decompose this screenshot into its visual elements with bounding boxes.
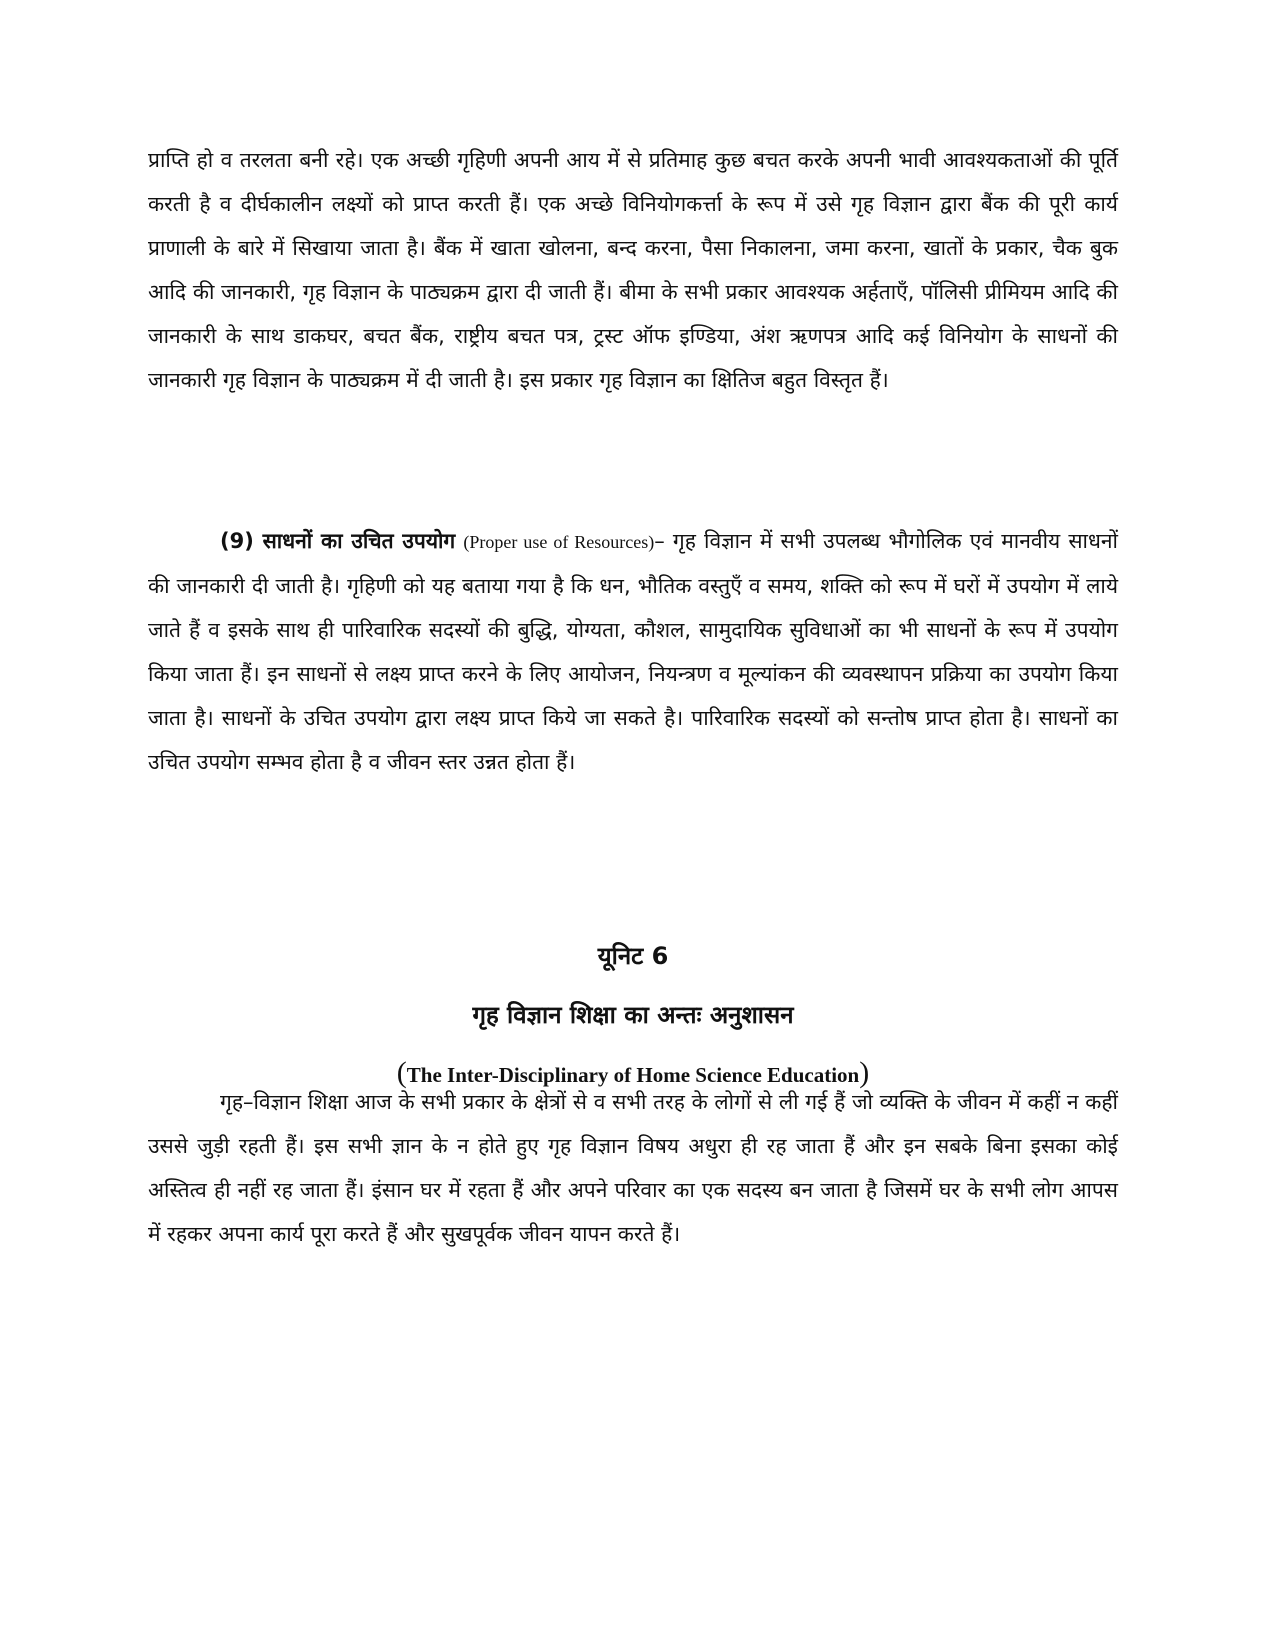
unit-number-heading: यूनिट 6 [597, 942, 669, 970]
open-bracket: ( [396, 1056, 407, 1089]
close-bracket: ) [859, 1056, 870, 1089]
paragraph-proper-use-of-resources [148, 519, 1118, 784]
unit-title-english-text: The Inter-Disciplinary of Home Science Education [406, 1063, 860, 1087]
unit-title-hindi: गृह विज्ञान शिक्षा का अन्तः अनुशासन [472, 1001, 794, 1029]
section-heading-english: (Proper use of Resources) [463, 532, 655, 552]
paragraph-savings-banking: प्राप्ति हो व तरलता बनी रहे। एक अच्छी गृहिणी अपनी आय में से प्रतिमाह कुछ बचत करके अपनी भावी आवश्यकताओं की पूर्ति करती है व दीर्घकालीन लक्ष्यों को प्राप्त करती हैं। एक अच्छे विनियोगकर्त्ता के रूप में उसे गृह विज्ञान द्वारा बैंक की पूरी कार्य प्राणाली के बारे में सिखाया जाता है। बैंक में खाता खोलना, बन्द करना, पैसा निकालना, जमा करना, खातों के प्रकार, चैक बुक आदि की जानकारी, गृह विज्ञान के पाठ्यक्रम द्वारा दी जाती हैं। बीमा के सभी प्रकार आवश्यक अर्हताएँ, पॉलिसी प्रीमियम आदि की जानकारी के साथ डाकघर, बचत बैंक, राष्ट्रीय बचत पत्र, ट्रस्ट ऑफ इण्डिया, अंश ऋणपत्र आदि कई विनियोग के साधनों की जानकारी गृह विज्ञान के पाठ्यक्रम में दी जाती है। इस प्रकार गृह विज्ञान का क्षितिज बहुत विस्तृत हैं। [148, 148, 1118, 392]
paragraph-body: – गृह विज्ञान में सभी उपलब्ध भौगोलिक एवं मानवीय साधनों की जानकारी दी जाती है। गृहिणी को यह बताया गया है कि धन, भौतिक वस्तुएँ व समय, शक्ति को रूप में घरों में उपयोग में लाये जाते हैं व इसके साथ ही पारिवारिक सदस्यों की बुद्धि, योग्यता, कौशल, सामुदायिक सुविधाओं का भी साधनों के रूप में उपयोग किया जाता हैं। इन साधनों से लक्ष्य प्राप्त करने के लिए आयोजन, नियन्त्रण व मूल्यांकन की व्यवस्थापन प्रक्रिया का उपयोग किया जाता है। साधनों के उचित उपयोग द्वारा लक्ष्य प्राप्त किये जा सकते है। पारिवारिक सदस्यों को सन्तोष प्राप्त होता है। साधनों का उचित उपयोग सम्भव होता है व जीवन स्तर उन्नत होता हैं। [148, 529, 1118, 774]
section-heading-9: (9) साधनों का उचित उपयोग [220, 529, 456, 553]
paragraph-home-science-education: गृह–विज्ञान शिक्षा आज के सभी प्रकार के क्षेत्रों से व सभी तरह के लोगों से ली गई हैं जो व्यक्ति के जीवन में कहीं न कहीं उससे जुड़ी रहती हैं। इस सभी ज्ञान के न होते हुए गृह विज्ञान विषय अधुरा ही रह जाता हैं और इन सबके बिना इसका कोई अस्तित्व ही नहीं रह जाता हैं। इंसान घर में रहता हैं और अपने परिवार का एक सदस्य बन जाता है जिसमें घर के सभी लोग आपस में रहकर अपना कार्य पूरा करते हैं और सुखपूर्वक जीवन यापन करते हैं। [148, 1090, 1118, 1246]
